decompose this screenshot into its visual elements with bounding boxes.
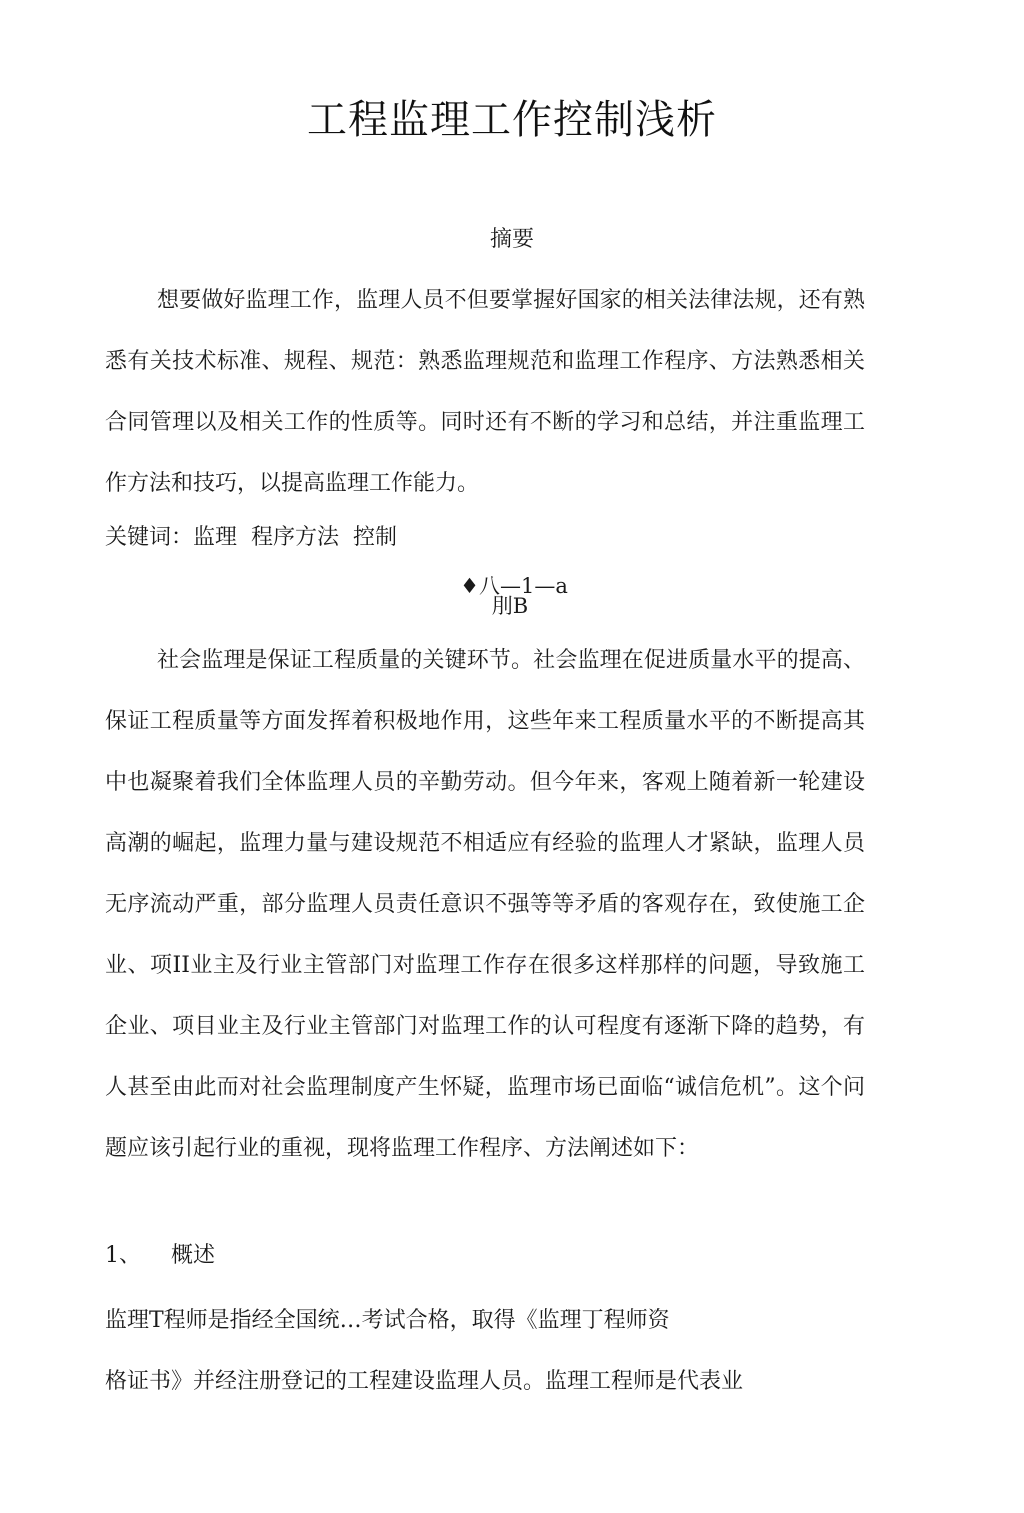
abstract-heading: 摘要	[489, 227, 534, 252]
preface-heading	[0, 574, 1024, 622]
overview-line-1: 监理T程师是指经全国统…考试合格，取得《监理丁程师资	[105, 1308, 670, 1333]
overview-paragraph	[105, 1290, 865, 1412]
preface-heading-lower: 刖B	[491, 594, 529, 618]
preface-paragraph: 社会监理是保证工程质量的关键环节。社会监理在促进质量水平的提高、保证工程质量等方面发挥着积极地作用，这些年来工程质量水平的不断提高其中也凝聚着我们全体监理人员的辛勤劳动。但今年来，客观上随着新一轮建设高潮的崛起，监理力量与建设规范不相适应有经验的监理人才紧缺，监理人员无序流动严重，部分监理人员责任意识不强等等矛盾的客观存在，致使施工企业、项II业主及行业主管部门对监理工作存在很多这样那样的问题，导致施工企业、项目业主及行业主管部门对监理工作的认可程度有逐渐下降的趋势，有人甚至由此而对社会监理制度产生怀疑，监理市场已面临“诚信危机”。这个问题应该引起行业的重视，现将监理工作程序、方法阐述如下：	[105, 648, 865, 1161]
preface-heading-upper: ♦八—1—a	[460, 574, 568, 598]
document-title: 工程监理工作控制浅析	[307, 97, 717, 143]
section-number: 1、	[105, 1243, 141, 1268]
abstract-body: 想要做好监理工作，监理人员不但要掌握好国家的相关法律法规，还有熟悉有关技术标准、规程、规范：熟悉监理规范和监理工作程序、方法熟悉相关合同管理以及相关工作的性质等。同时还有不断的学习和总结，并注重监理工作方法和技巧，以提高监理工作能力。	[105, 288, 865, 496]
section-heading-overview	[105, 1236, 215, 1276]
keywords-line: 关键词：监理 程序方法 控制	[105, 525, 397, 550]
section-title: 概述	[171, 1243, 216, 1268]
overview-line-2: 格证书》并经注册登记的工程建设监理人员。监理工程师是代表业	[105, 1369, 744, 1394]
